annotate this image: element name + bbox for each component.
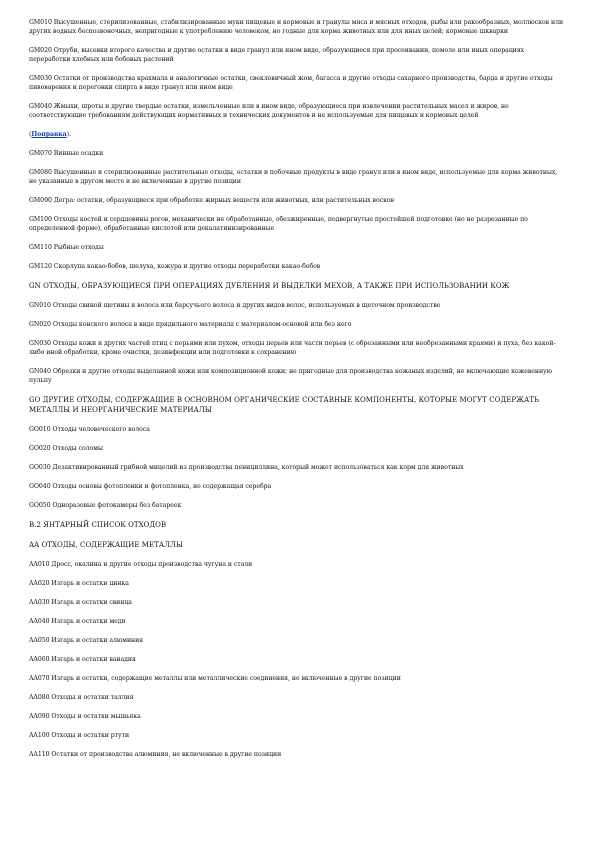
waste-entry-gm120: GM120 Скорлупа какао-бобов, шелуха, кожура и другие отходы переработки какао-бобов: [29, 263, 321, 270]
waste-entry-aa040: AA040 Изгарь и остатки меди: [29, 618, 126, 625]
amendment-note: [29, 130, 564, 139]
waste-entry-go030: GO030 Дезактивированный грибной мицелий из производства пенициллина, который может использоваться как корм для животных: [29, 464, 464, 471]
waste-entry-aa090: AA090 Отходы и остатки мышьяка: [29, 713, 141, 720]
waste-entry-aa050: AA050 Изгарь и остатки алюминия: [29, 637, 144, 644]
waste-entry-go040: GO040 Отходы основы фотопленки и фотопленка, не содержащая серебра: [29, 483, 272, 490]
waste-entry-gm030: GM030 Остатки от производства крахмала и аналогичные остатки, свекловичный жом, багасса и другие отходы сахарного производства, барда и другие отходы пивоварения и перегонки спирта в виде гранул или ином виде: [29, 75, 553, 91]
waste-entry-gm010: GM010 Высушенные, стерилизованные, стабилизированные муки пищевые и кормовые и гранулы мяса и мясных отходов, рыбы или ракообразных, моллюсков или других водных беспозвоночных, непригодные к употреблению человеком, но годные для корма животных или для иных целей; кормовые шкварки: [29, 19, 564, 35]
waste-entry-gm080: GM080 Высушенные и стерилизованные растительные отходы, остатки и побочные продукты в виде гранул или в ином виде, используемые для корма животных, не указанные в другом месте и не включенные в другие позиции: [29, 169, 558, 185]
waste-entry-go010: GO010 Отходы человеческого волоса: [29, 426, 150, 433]
waste-entry-gn040: GN040 Обрезки и другие отходы выделанной кожи или композиционной кожи; не пригодные для производства кожаных изделий, не включающие кожевенную пульпу: [29, 368, 552, 384]
waste-entry-aa080: AA080 Отходы и остатки таллия: [29, 694, 134, 701]
waste-entry-gm070: GM070 Винные осадки: [29, 150, 104, 157]
waste-entry-gn020: GN020 Отходы конского волоса в виде прядильного материала с материалом-основой или без него: [29, 321, 352, 328]
section-heading-aa: AA ОТХОДЫ, СОДЕРЖАЩИЕ МЕТАЛЛЫ: [29, 541, 183, 549]
waste-entry-aa110: AA110 Остатки от производства алюминия, не включенные в другие позиции: [29, 751, 282, 758]
section-heading-go: GO ДРУГИЕ ОТХОДЫ, СОДЕРЖАЩИЕ В ОСНОВНОМ ОРГАНИЧЕСКИЕ СОСТАВНЫЕ КОМПОНЕНТЫ, КОТОРЫЕ МОГУТ СОДЕРЖАТЬ МЕТАЛЛЫ И НЕОРГАНИЧЕСКИЕ МАТЕРИАЛЫ: [29, 396, 539, 414]
waste-entry-aa100: AA100 Отходы и остатки ртути: [29, 732, 130, 739]
section-heading-b2: B.2 ЯНТАРНЫЙ СПИСОК ОТХОДОВ: [29, 521, 167, 529]
waste-entry-gm110: GM110 Рыбные отходы: [29, 244, 104, 251]
waste-entry-gm020: GM020 Отруби, высевки второго качества и другие остатки в виде гранул или ином виде, образующиеся при просеивании, помоле или иных операциях переработки хлебных или бобовых растений: [29, 47, 525, 63]
amendment-close: ).: [66, 131, 71, 138]
waste-entry-go050: GO050 Одноразовые фотокамеры без батареек: [29, 502, 182, 509]
document-page: [29, 18, 564, 769]
waste-entry-aa010: AA010 Дросс, окалина и другие отходы производства чугуна и стали: [29, 561, 253, 568]
waste-entry-aa060: AA060 Изгарь и остатки ванадия: [29, 656, 136, 663]
amendment-link[interactable]: Поправка: [31, 131, 67, 138]
waste-entry-go020: GO020 Отходы соломы: [29, 445, 103, 452]
amendment-open: (: [29, 131, 32, 138]
waste-entry-gm100: GM100 Отходы костей и сердцевины рогов, механически не обработанные, обезжиренные, подвергнутые простейшей подготовке (но не разрезанные по определенной форме), обработанные кислотой или декалатинизированные: [29, 216, 528, 232]
waste-entry-aa030: AA030 Изгарь и остатки свинца: [29, 599, 132, 606]
waste-entry-gn030: GN030 Отходы кожи и других частей птиц с перьями или пухом, отходы перьев или части перьев (с обрезанными или необрезанными краями) и пуха, без какой-либо иной обработки, кроме очистки, дезинфекции или подготовки к сохранению: [29, 340, 556, 356]
waste-entry-gm090: GM090 Дегра: остатки, образующиеся при обработке жирных веществ или животных, или растительных восков: [29, 197, 395, 204]
waste-entry-gn010: GN010 Отходы свиной щетины и волоса или барсучьего волоса и других видов волос, используемых в щеточном производстве: [29, 302, 441, 309]
waste-entry-aa070: AA070 Изгарь и остатки, содержащие металлы или металлические соединения, не включенные в другие позиции: [29, 675, 401, 682]
waste-entry-gm040: GM040 Жмыхи, шроты и другие твердые остатки, измельченные или в ином виде, образующиеся при извлечении растительных масел и жиров, не соответствующие требованиям действующих нормативных и технических документов и не используемые для пищевых и кормовых целей: [29, 103, 509, 119]
section-heading-gn: GN ОТХОДЫ, ОБРАЗУЮЩИЕСЯ ПРИ ОПЕРАЦИЯХ ДУБЛЕНИЯ И ВЫДЕЛКИ МЕХОВ, А ТАКЖЕ ПРИ ИСПОЛЬЗОВАНИИ КОЖ: [29, 282, 510, 290]
waste-entry-aa020: AA020 Изгарь и остатки цинка: [29, 580, 129, 587]
